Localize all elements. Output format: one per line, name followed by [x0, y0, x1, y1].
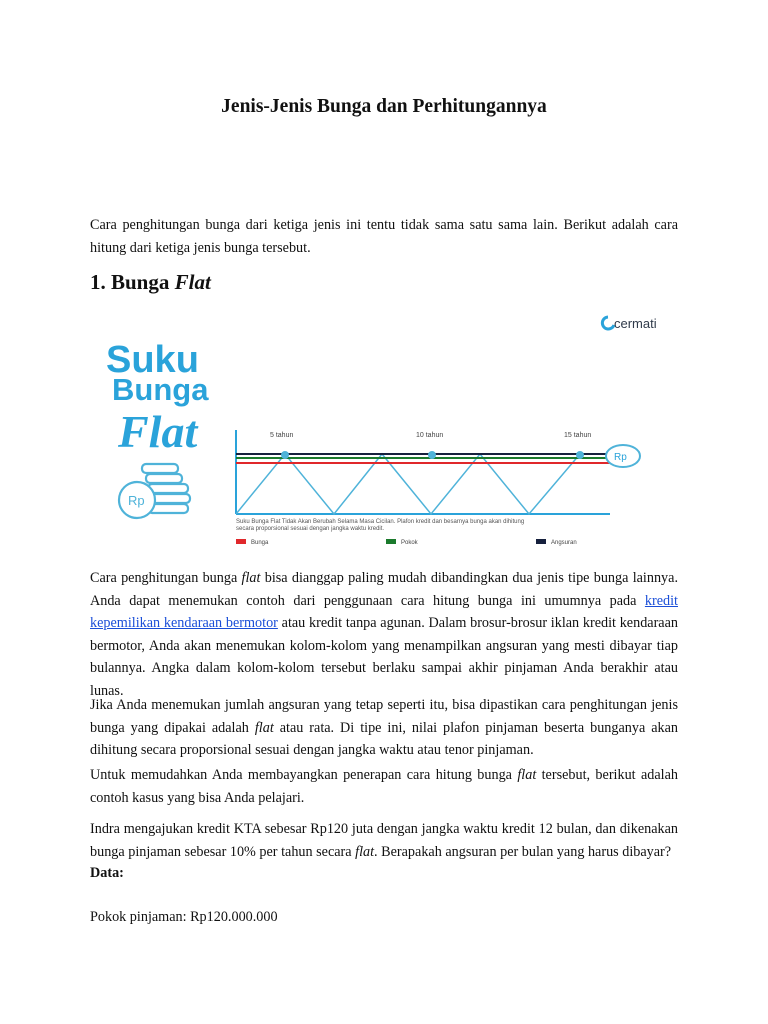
flat-interest-illustration [90, 312, 680, 549]
section-number: 1. Bunga [90, 270, 175, 294]
p4-text-2: . Berapakah angsuran per bulan yang harus dibayar? [374, 843, 672, 860]
legend-label-angsuran: Angsuran [551, 540, 577, 546]
figure-legend [236, 539, 577, 546]
p4-text-1: Indra mengajukan kredit KTA sebesar Rp120 juta dengan jangka waktu kredit 12 bulan, dan dikenakan bunga pinjaman sebesar 10% per tahun secara [90, 821, 678, 860]
coin-stack-icon [119, 464, 190, 518]
paragraph-flat-explanation [90, 567, 678, 702]
cermati-logo [602, 316, 656, 331]
p1-italic-flat: flat [241, 570, 261, 586]
p1-text-2: bisa dianggap paling mudah dibandingkan dua jenis tipe bunga lainnya. Anda dapat menemukan contoh dari penggunaan cara hitung bunga ini umumnya pada [90, 570, 678, 609]
legend-swatch-angsuran [536, 539, 546, 544]
flat-interest-graphic [90, 312, 680, 549]
p3-text-1: Untuk memudahkan Anda membayangkan penerapan cara hitung bunga [90, 767, 518, 783]
intro-paragraph: Cara penghitungan bunga dari ketiga jenis ini tentu tidak sama satu sama lain. Berikut adalah cara hitung dari ketiga jenis bunga tersebut. [90, 217, 678, 256]
kredit-kendaraan-link[interactable]: kredit kepemilikan kendaraan bermotor [90, 592, 678, 631]
marker-dot-10 [428, 451, 436, 459]
cermati-logo-text: cermati [614, 316, 657, 331]
figure-title-suku: Suku [106, 339, 199, 381]
figure-title-flat: Flat [118, 406, 198, 457]
figure-title-bunga: Bunga [112, 372, 209, 407]
legend-label-pokok: Pokok [401, 540, 418, 546]
marker-dot-15 [576, 451, 584, 459]
figure-caption-line2: secara proporsional sesuai dengan jangka waktu kredit. [236, 526, 385, 532]
marker-label-10: 10 tahun [416, 432, 444, 439]
page-title: Jenis-Jenis Bunga dan Perhitungannya [221, 96, 547, 117]
section-heading [90, 270, 211, 295]
paragraph-fixed-installment [90, 694, 678, 762]
coin-label: Rp [128, 493, 145, 508]
marker-dot-5 [281, 451, 289, 459]
paragraph-example-intro [90, 764, 678, 809]
p2-italic-flat: flat [254, 719, 274, 736]
paragraph-case-study [90, 818, 678, 863]
figure-caption-line1: Suku Bunga Flat Tidak Akan Berubah Selama Masa Cicilan. Plafon kredit dan besarnya bunga akan dihitung [236, 519, 525, 525]
legend-swatch-bunga [236, 539, 246, 544]
p2-text-2: atau rata. Di tipe ini, nilai plafon pinjaman beserta bunganya akan dihitung secara proporsional sesuai dengan jangka waktu atau tenor pinjaman. [90, 719, 679, 758]
pokok-pinjaman-line: Pokok pinjaman: Rp120.000.000 [90, 909, 278, 925]
legend-swatch-pokok [386, 539, 396, 544]
p4-italic-flat: flat [355, 843, 375, 860]
section-heading-italic: Flat [174, 270, 211, 294]
p3-italic-flat: flat [517, 767, 537, 783]
p3-text-2: tersebut, berikut adalah contoh kasus yang bisa Anda pelajari. [90, 767, 678, 806]
legend-label-bunga: Bunga [251, 540, 269, 546]
data-label: Data: [90, 865, 124, 881]
marker-label-15: 15 tahun [564, 432, 592, 439]
cermati-logo-icon [602, 317, 614, 329]
p1-text-3: atau kredit tanpa agunan. Dalam brosur-brosur iklan kredit kendaraan bermotor, Anda akan menemukan kolom-kolom yang menampilkan angsuran yang mesti dibayar tiap bulannya. Angka dalam kolom-kolom tersebut berlaku sampai akhir pinjaman Anda berakhir atau lunas. [90, 615, 678, 699]
marker-label-5: 5 tahun [270, 432, 294, 439]
p1-text-1: Cara penghitungan bunga [90, 570, 242, 586]
rp-end-label: Rp [614, 452, 627, 463]
p2-text-1: Jika Anda menemukan jumlah angsuran yang tetap seperti itu, bisa dipastikan cara penghitungan jenis bunga yang dipakai adalah [90, 697, 678, 736]
